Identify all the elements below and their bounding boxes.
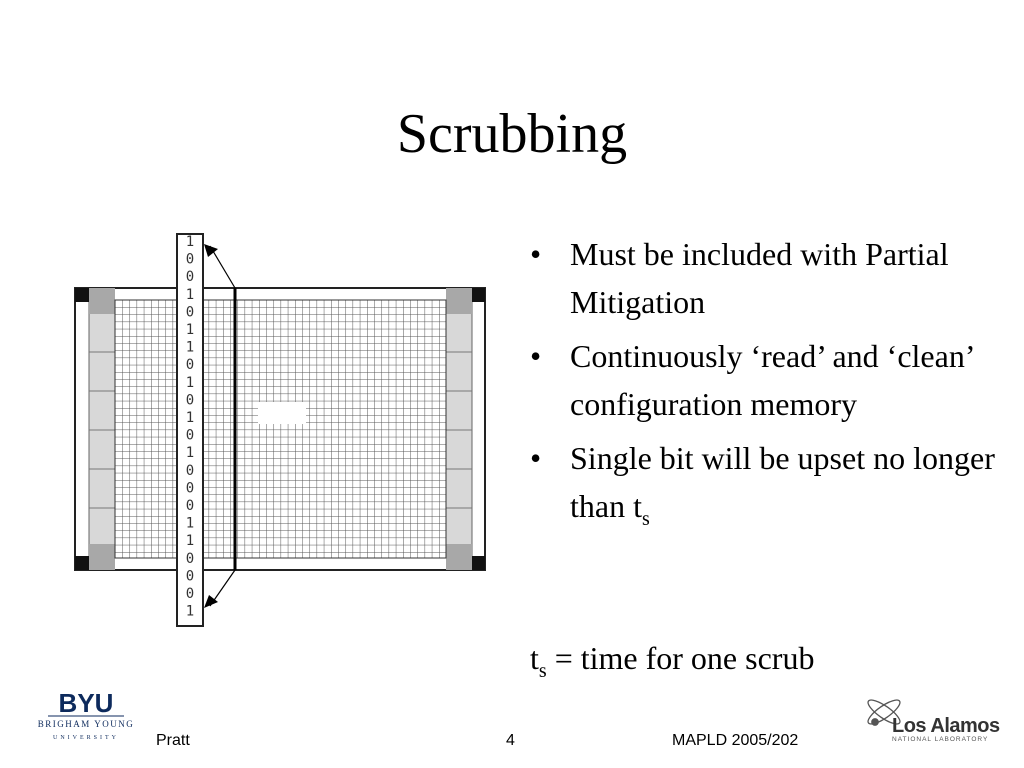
corner-block: [89, 544, 115, 570]
configuration-memory-grid: [115, 300, 446, 558]
bullet-list: [528, 230, 998, 536]
bitstream-digit: 0: [185, 357, 195, 374]
los-alamos-logo: [862, 690, 1004, 746]
corner-block: [471, 556, 485, 570]
footer-author: Pratt: [156, 732, 190, 749]
bitstream-digit: 1: [185, 603, 195, 620]
bitstream-digit: 1: [185, 286, 195, 303]
definition-subscript: s: [538, 660, 547, 682]
bitstream-digit: 0: [185, 462, 195, 479]
scrubbing-diagram: [70, 226, 490, 636]
bullet-text: Must be included with Partial Mitigation: [570, 236, 949, 320]
right-io-bar: [446, 300, 472, 558]
footer-conference: MAPLD 2005/202: [672, 732, 799, 749]
bullet-item: [528, 332, 998, 428]
corner-block: [89, 288, 115, 314]
bullet-icon: •: [530, 236, 542, 272]
bitstream-digit: 1: [185, 410, 195, 426]
bitstream-digit: 0: [185, 427, 195, 444]
bitstream-digit: 0: [185, 269, 195, 286]
bitstream-digit: 0: [185, 480, 195, 497]
corner-block: [446, 544, 472, 570]
bullet-text: Single bit will be upset no longer than t: [570, 440, 995, 524]
bitstream-digit: 1: [185, 339, 195, 356]
corner-block: [75, 288, 89, 302]
bitstream-digit: 0: [185, 498, 195, 514]
upset-bit-block: [258, 402, 306, 424]
bullet-item: [528, 434, 998, 530]
bitstream-digit: 0: [185, 550, 195, 567]
bitstream-digit: 1: [185, 533, 195, 550]
byu-logo-wordmark: BYU: [58, 688, 114, 718]
byu-logo-line2: UNIVERSITY: [53, 735, 119, 741]
bullet-icon: •: [530, 338, 542, 374]
bitstream-digit: 0: [185, 251, 195, 268]
bullet-text: Continuously ‘read’ and ‘clean’ configuration memory: [570, 338, 974, 422]
definition-symbol: t: [530, 640, 539, 676]
bitstream-digit: 0: [185, 304, 195, 321]
lanl-logo-wordmark: Los Alamos: [892, 715, 1000, 737]
corner-block: [75, 556, 89, 570]
bitstream-digit: 1: [185, 322, 195, 338]
bitstream-digit: 0: [185, 392, 195, 409]
bitstream-digit: 1: [185, 374, 195, 391]
bitstream-digit: 1: [185, 234, 195, 250]
bitstream-digit: 0: [185, 568, 195, 585]
footer-page-number: 4: [506, 732, 515, 749]
definition-text: = time for one scrub: [546, 640, 815, 676]
corner-block: [446, 288, 472, 314]
bitstream-column: [177, 234, 203, 626]
lanl-logo-subtitle: NATIONAL LABORATORY: [892, 736, 989, 743]
bullet-item: [528, 230, 998, 326]
bullet-subscript: s: [641, 508, 650, 530]
fpga-array: [75, 288, 485, 570]
bitstream-digit: 0: [185, 586, 195, 602]
bullet-icon: •: [530, 440, 542, 476]
corner-block: [471, 288, 485, 302]
left-io-bar: [89, 300, 115, 558]
bitstream-digit: 1: [185, 445, 195, 462]
byu-logo-line1: BRIGHAM YOUNG: [37, 719, 135, 729]
scrub-time-definition: [530, 634, 1010, 682]
slide-title: Scrubbing: [396, 103, 628, 165]
bitstream-digit: 1: [185, 515, 195, 532]
byu-logo: [32, 688, 144, 744]
